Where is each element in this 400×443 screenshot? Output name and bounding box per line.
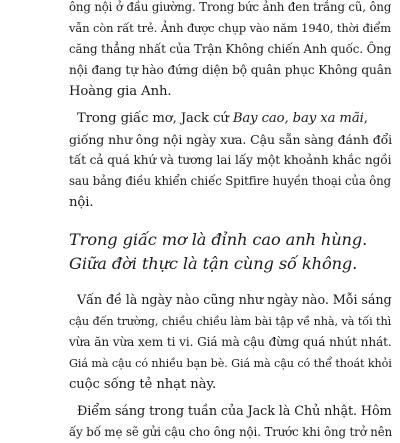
dream-phrase: Bay cao, bay xa mãi [232,111,364,126]
paragraph-3-line-2: cậu đến trường, chiều chiều làm bài tập về nhà, và tối thì [69,315,392,328]
paragraph-3-line-1: Vấn đề là ngày nào cũng như ngày nào. Mỗi sáng [77,293,392,308]
paragraph-1-line-1: ông nội ở đầu giường. Trong bức ảnh đen trắng cũ, ông [69,0,392,14]
paragraph-1-line-4: nội đang tự hào đứng diện bộ quân phục Không quân [69,63,392,77]
paragraph-2-line-4: sau bảng điều khiển chiếc Spitfire huyền thoại của ông [69,174,392,188]
quote-line-1: Trong giấc mơ là đỉnh cao anh hùng. [69,230,368,249]
paragraph-1-line-2: vẫn còn rất trẻ. Ảnh được chụp vào năm 1940, thời điểm [69,21,391,35]
paragraph-2-line-5: nội. [69,195,94,210]
paragraph-2-line-1-end: , [363,111,368,126]
paragraph-1-line-5: Hoàng gia Anh. [69,84,172,99]
paragraph-2-line-2: giống như ông nội ngày xưa. Cậu sẵn sàng đánh đổi [69,132,393,147]
paragraph-3-line-4: Giá mà cậu có nhiều bạn bè. Giá mà cậu có thể thoát khỏi [69,357,392,370]
paragraph-2-line-1-start: Trong giấc mơ, Jack cứ [77,111,233,126]
paragraph-4-line-1: Điểm sáng trong tuần của Jack là Chủ nhật. Hôm [77,404,392,419]
paragraph-2-line-3: tất cả quá khứ và tương lai lấy một khoảnh khắc ngồi [69,153,392,167]
paragraph-3-line-3: vừa ăn vừa xem ti vi. Giá mà cậu đừng quá nhút nhát. [69,335,392,349]
paragraph-1-line-3: căng thẳng nhất của Trận Không chiến Anh quốc. Ông [69,42,392,56]
quote-line-2: Giữa đời thực là tận cùng số không. [69,254,358,273]
paragraph-2-line-1 [77,108,368,129]
paragraph-4-line-2: ấy bố mẹ sẽ gửi cậu cho ông nội. Trước khi ông trở nên [69,425,393,439]
paragraph-3-line-5: cuộc sống tẻ nhạt này. [69,377,217,392]
